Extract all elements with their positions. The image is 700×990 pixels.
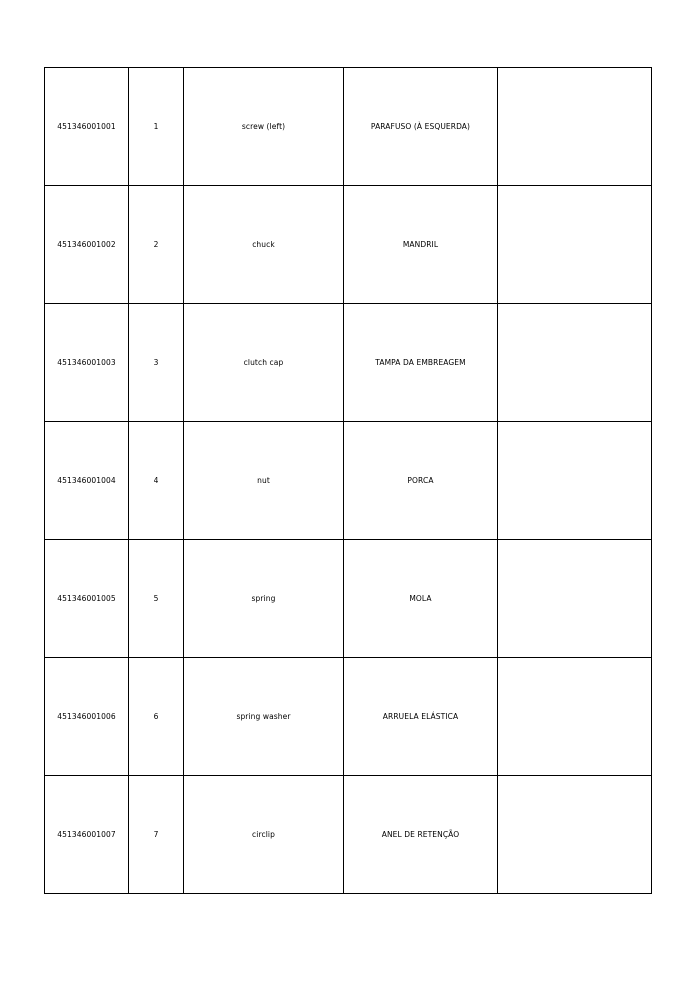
note-cell — [498, 186, 652, 304]
position-cell: 1 — [129, 68, 184, 186]
table-row — [45, 658, 652, 776]
note-cell — [498, 304, 652, 422]
note-cell — [498, 540, 652, 658]
position-cell: 3 — [129, 304, 184, 422]
part-number-cell: 451346001005 — [45, 540, 129, 658]
english-name-cell: spring washer — [184, 658, 344, 776]
english-name-cell: spring — [184, 540, 344, 658]
part-number-cell: 451346001003 — [45, 304, 129, 422]
portuguese-name-cell: MANDRIL — [344, 186, 498, 304]
portuguese-name-cell: PARAFUSO (À ESQUERDA) — [344, 68, 498, 186]
position-cell: 7 — [129, 776, 184, 894]
part-number-cell: 451346001007 — [45, 776, 129, 894]
position-cell: 5 — [129, 540, 184, 658]
english-name-cell: circlip — [184, 776, 344, 894]
note-cell — [498, 68, 652, 186]
portuguese-name-cell: MOLA — [344, 540, 498, 658]
table-row — [45, 186, 652, 304]
table-row — [45, 776, 652, 894]
table-row — [45, 68, 652, 186]
position-cell: 6 — [129, 658, 184, 776]
table-row — [45, 540, 652, 658]
parts-table — [44, 67, 652, 894]
note-cell — [498, 422, 652, 540]
portuguese-name-cell: PORCA — [344, 422, 498, 540]
portuguese-name-cell: ARRUELA ELÁSTICA — [344, 658, 498, 776]
part-number-cell: 451346001001 — [45, 68, 129, 186]
english-name-cell: nut — [184, 422, 344, 540]
part-number-cell: 451346001002 — [45, 186, 129, 304]
english-name-cell: screw (left) — [184, 68, 344, 186]
note-cell — [498, 776, 652, 894]
table-row — [45, 304, 652, 422]
position-cell: 2 — [129, 186, 184, 304]
english-name-cell: chuck — [184, 186, 344, 304]
part-number-cell: 451346001004 — [45, 422, 129, 540]
portuguese-name-cell: TAMPA DA EMBREAGEM — [344, 304, 498, 422]
english-name-cell: clutch cap — [184, 304, 344, 422]
position-cell: 4 — [129, 422, 184, 540]
note-cell — [498, 658, 652, 776]
part-number-cell: 451346001006 — [45, 658, 129, 776]
portuguese-name-cell: ANEL DE RETENÇÃO — [344, 776, 498, 894]
table-row — [45, 422, 652, 540]
